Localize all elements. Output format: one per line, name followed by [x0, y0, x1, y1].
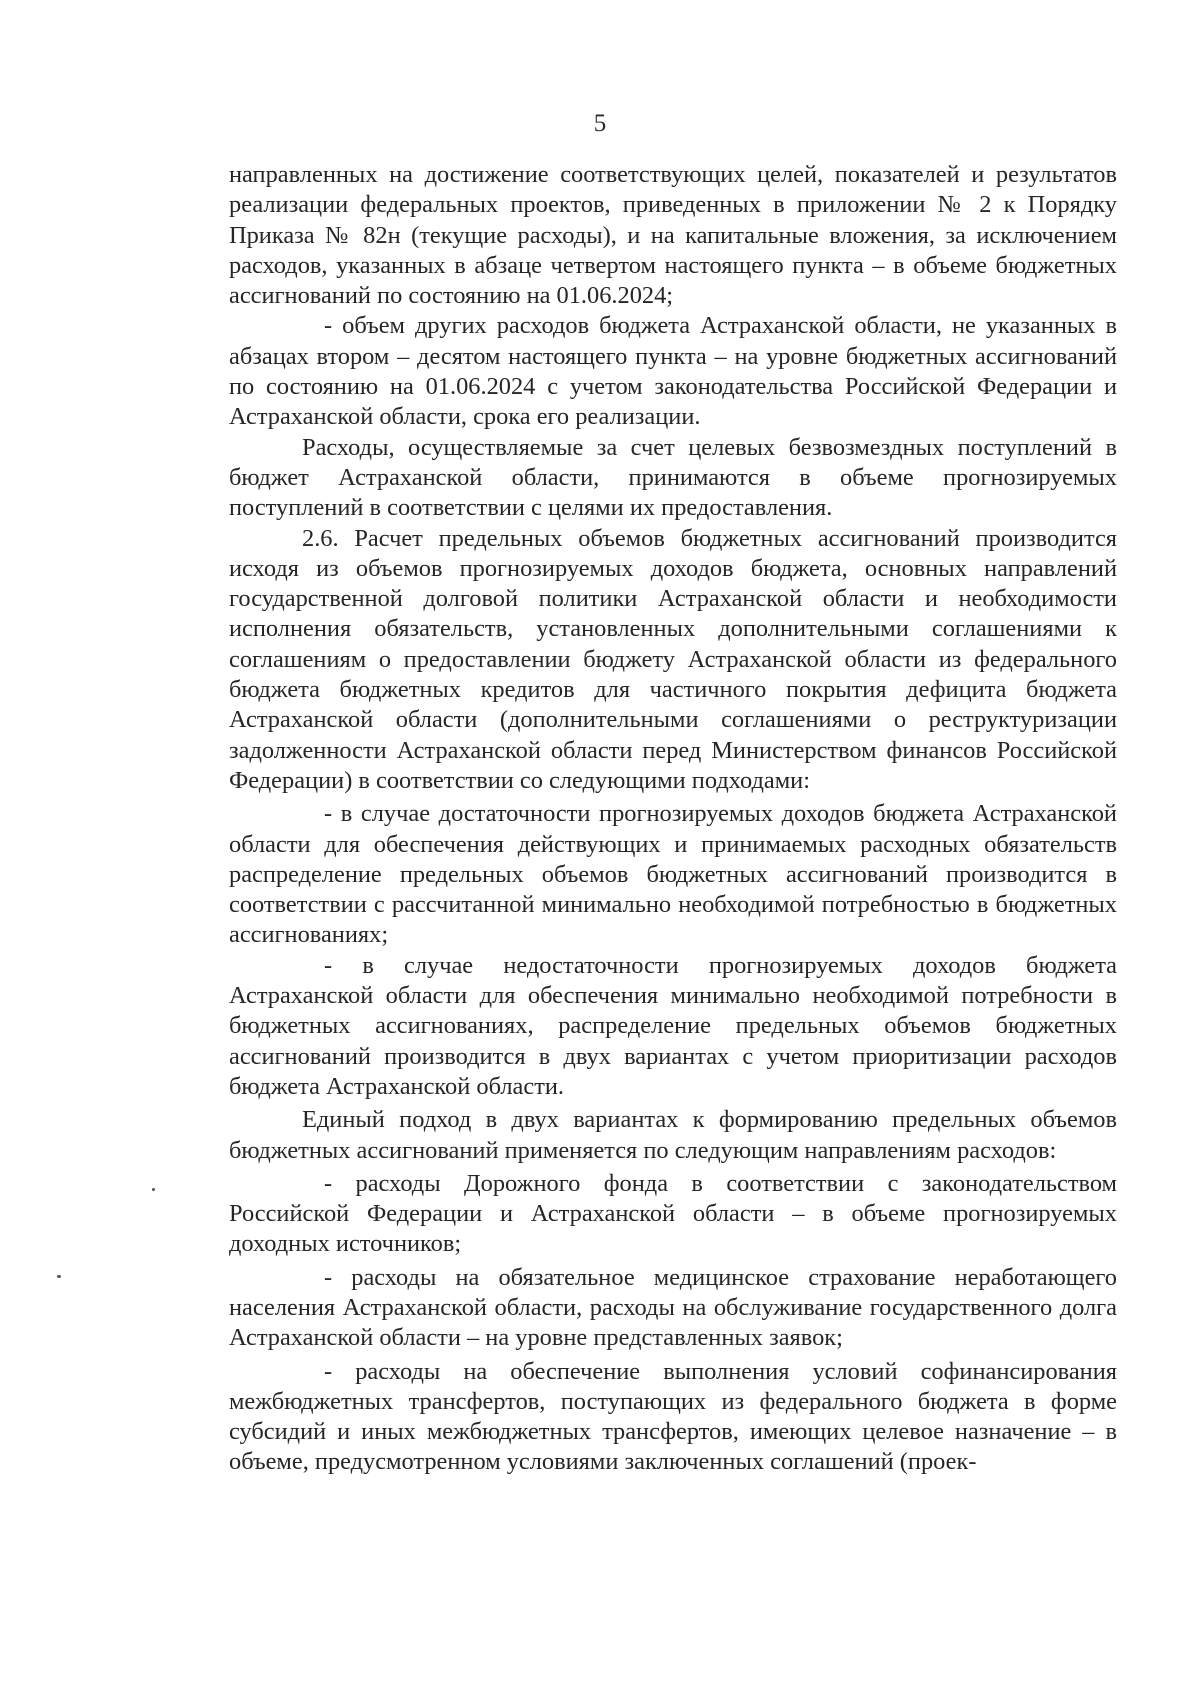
document-body	[229, 160, 1117, 1478]
paragraph-bullet-insufficiency: - в случае недостаточности прогнозируемых доходов бюджета Астраханской области для обеспечения минимально необходимой потребности в бюджетных ассигнованиях, распределение предельных объемов бюджетных ассигнований производится в двух вариантах с учетом приоритизации расходов бюджета Астраханской области.	[229, 951, 1117, 1100]
paragraph-bullet-sufficiency: - в случае достаточности прогнозируемых доходов бюджета Астраханской области для обеспечения действующих и принимаемых расходных обязательств распределение предельных объемов бюджетных ассигнований производится в соответствии с рассчитанной минимально необходимой потребностью в бюджетных ассигнованиях;	[229, 800, 1117, 949]
paragraph-continuation: направленных на достижение соответствующих целей, показателей и результатов реализации федеральных проектов, приведенных в приложении № 2 к Порядку Приказа № 82н (текущие расходы), и на капитальные вложения, за исключением расходов, указанных в абзаце четвертом настоящего пункта – в объеме бюджетных ассигнований по состоянию на 01.06.2024;	[229, 161, 1117, 310]
paragraph-bullet-other-expenses: - объем других расходов бюджета Астраханской области, не указанных в абзацах втором – десятом настоящего пункта – на уровне бюджетных ассигнований по состоянию на 01.06.2024 с учетом законодательства Российской Федерации и Астраханской области, срока его реализации.	[229, 312, 1117, 431]
paragraph-targeted-receipts: Расходы, осуществляемые за счет целевых безвозмездных поступлений в бюджет Астраханской области, принимаются в объеме прогнозируемых поступлений в соответствии с целями их предоставления.	[229, 433, 1117, 522]
paragraph-unified-approach: Единый подход в двух вариантах к формированию предельных объемов бюджетных ассигнований применяется по следующим направлениям расходов:	[229, 1106, 1117, 1164]
scan-speck	[152, 1188, 155, 1191]
page-number: 5	[593, 110, 607, 137]
paragraph-bullet-medical-insurance: - расходы на обязательное медицинское страхование неработающего населения Астраханской области, расходы на обслуживание государственного долга Астраханской области – на уровне представленных заявок;	[229, 1263, 1117, 1352]
scan-speck	[57, 1275, 61, 1278]
paragraph-bullet-cofinancing: - расходы на обеспечение выполнения условий софинансирования межбюджетных трансфертов, поступающих из федерального бюджета в форме субсидий и иных межбюджетных трансфертов, имеющих целевое назначение – в объеме, предусмотренном условиями заключенных соглашений (проек-	[229, 1357, 1117, 1476]
paragraph-bullet-road-fund: - расходы Дорожного фонда в соответствии с законодательством Российской Федерации и Астраханской области – в объеме прогнозируемых доходных источников;	[229, 1169, 1117, 1258]
paragraph-section-2-6: 2.6. Расчет предельных объемов бюджетных ассигнований производится исходя из объемов прогнозируемых доходов бюджета, основных направлений государственной долговой политики Астраханской области и необходимости исполнения обязательств, установленных дополнительными соглашениями к соглашениям о предоставлении бюджету Астраханской области из федерального бюджета бюджетных кредитов для частичного покрытия дефицита бюджета Астраханской области (дополнительными соглашениями о реструктуризации задолженности Астраханской области перед Министерством финансов Российской Федерации) в соответствии со следующими подходами:	[229, 524, 1117, 794]
